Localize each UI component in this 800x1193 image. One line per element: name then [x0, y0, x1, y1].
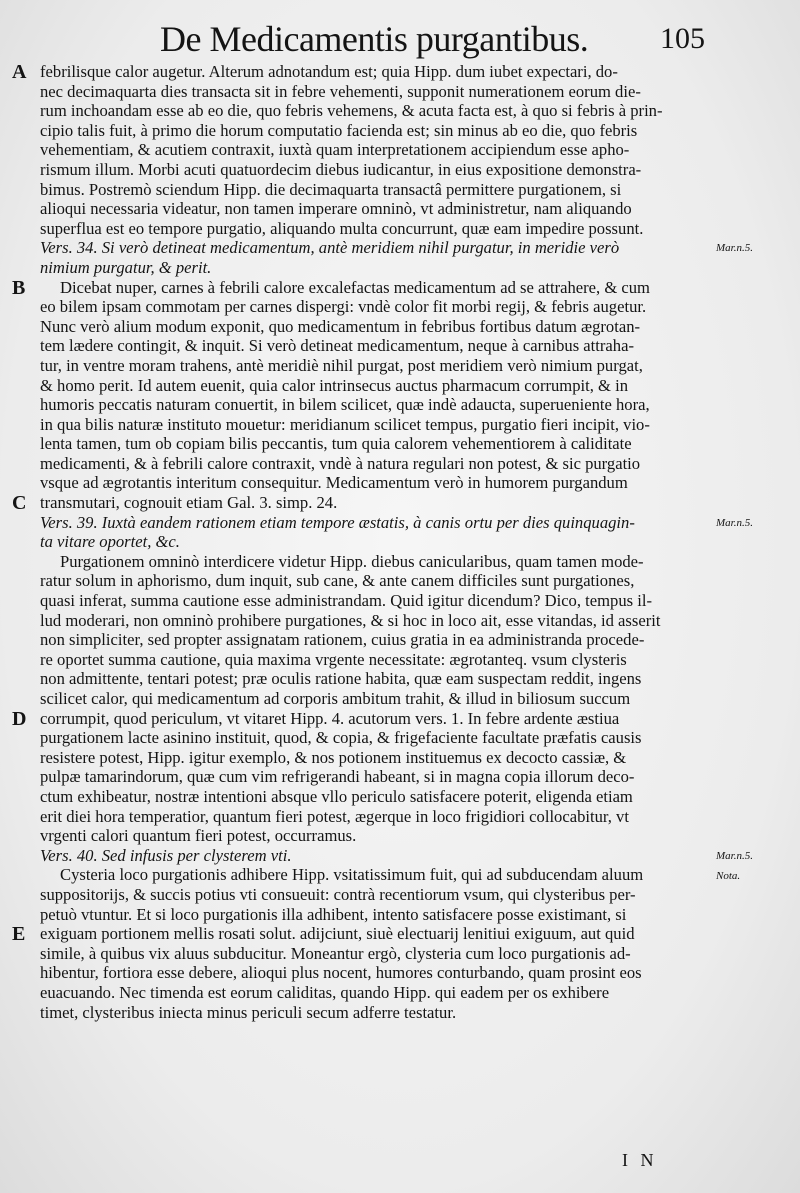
text-line: & homo perit. Id autem euenit, quia calor intrinsecus auctus pharmacum corrumpit, & in: [40, 375, 628, 395]
text-line: febrilisque calor augetur. Alterum adnotandum est; quia Hipp. dum iubet expectari, do-: [40, 62, 618, 81]
text-line: resistere potest, Hipp. igitur exemplo, & nos potionem instituemus ex decocto cassiæ, &: [40, 747, 627, 767]
text-line: cipio talis fuit, à primo die horum computatio facienda est; sin minus ab eo die, quo febris: [40, 120, 638, 140]
margin-note: Mar.n.5.: [716, 516, 753, 529]
text-line: corrumpit, quod periculum, vt vitaret Hipp. 4. acutorum vers. 1. In febre ardente æstiua: [40, 708, 620, 728]
text-line: Dicebat nuper, carnes à febrili calore excalefactas medicamentum ad se attrahere, & cum: [60, 277, 650, 297]
text-line: Purgationem omninò interdicere videtur Hipp. diebus canicularibus, quam tamen mode-: [60, 551, 644, 571]
margin-note: Mar.n.5.: [716, 850, 753, 862]
text-line: quasi inferat, summa cautione esse administrandam. Quid igitur dicendum? Dico, tempus il-: [40, 591, 652, 611]
text-line: alioqui necessaria videatur, non tamen imperare omninò, vt administretur, nam aliquando: [40, 199, 632, 219]
text-line: petuò vtuntur. Et si loco purgationis illa adhibent, intento satisfacere posse existimant, si: [40, 904, 627, 924]
text-line: transmutari, cognouit etiam Gal. 3. simp. 24.: [40, 493, 338, 513]
verse-heading-line: nimium purgatur, & perit.: [40, 257, 212, 277]
main-text-block: [40, 62, 710, 1022]
text-line: humoris peccatis naturam conuertit, in bilem scilicet, quæ indè adaucta, superueniente hora,: [40, 395, 650, 415]
text-line: timet, clysteribus iniecta minus periculi secum adferre testatur.: [40, 1002, 457, 1022]
text-line: superflua est eo tempore purgatio, aliquando multa concurrunt, quæ eam impedire possunt.: [40, 218, 644, 238]
margin-note: Mar.n.5.: [716, 242, 753, 255]
text-line: scilicet calor, qui medicamentum ad corporis ambitum trahit, & illud in biliosum succum: [40, 689, 631, 708]
section-letter: B: [12, 276, 26, 299]
verse-heading-line: Vers. 39. Iuxtà eandem rationem etiam tempore æstatis, à canis ortu per dies quinquagin-: [40, 512, 635, 532]
text-line: vrgenti calori quantum fieri potest, occurramus.: [40, 826, 357, 846]
text-line: Cysteria loco purgationis adhibere Hipp. vsitatissimum fuit, qui ad subducendam aluum: [60, 865, 644, 885]
verse-heading-line: Vers. 34. Si verò detineat medicamentum, antè meridiem nihil purgatur, in meridie verò: [40, 238, 620, 258]
text-line: non admittente, tentari potest; præ oculis ratione habita, quæ eam suspectam reddit, ingens: [40, 669, 642, 689]
text-line: ratur solum in aphorismo, dum inquit, sub cane, & ante canem difficiles sunt purgationes,: [40, 571, 635, 591]
text-line: erit diei hora temperatior, quantum fieri potest, ægerque in loco frigidiori collocabitur, vt: [40, 806, 629, 826]
text-line: non simpliciter, sed propter assignatam rationem, cuius gratia in ea administranda procede-: [40, 630, 645, 650]
section-letter: E: [12, 923, 26, 946]
text-line: tem lædere contingit, & inquit. Si verò detineat medicamentum, neque à carnibus attraha-: [40, 336, 634, 356]
verse-heading-line: Vers. 40. Sed infusis per clysterem vti.: [40, 845, 292, 865]
text-line: bimus. Postremò sciendum Hipp. die decimaquarta transactâ permittere purgationem, si: [40, 179, 622, 199]
page-number: 105: [660, 22, 705, 55]
text-line: medicamenti, & à febrili calore contraxit, vndè à natura regulari non potest, & sic purgatio: [40, 453, 641, 473]
text-line: exiguam portionem mellis rosati solut. adijciunt, siuè electuarij lenitiui exiguum, aut quid: [40, 924, 635, 944]
page-title: De Medicamentis purgantibus.: [160, 19, 589, 59]
text-line: vehementiam, & acutiem contraxit, iuxtà quam interpretationem accipiendum esse apho-: [40, 140, 630, 160]
text-line: simile, à quibus vix aluus subducitur. Moneantur ergò, clysteria cum loco purgationis ad-: [40, 943, 631, 963]
text-line: nec decimaquarta dies transacta sit in febre vehementi, supponit numerationem eorum die-: [40, 81, 641, 101]
text-line: tur, in ventre moram trahens, antè meridiè nihil purgat, post meridiem verò nimium purgat,: [40, 355, 643, 375]
section-letter: D: [12, 707, 27, 730]
text-line: lenta tamen, tum ob copiam bilis peccantis, tum quia calorem vehementiorem à caliditate: [40, 434, 632, 454]
margin-note: Nota.: [716, 869, 741, 882]
text-line: rismum illum. Morbi acuti quatuordecim diebus iudicantur, in eius expositione demonstra-: [40, 159, 642, 179]
text-line: in qua bilis naturæ instituto mouetur: meridianum scilicet tempus, purgatio fieri incipit, vio-: [40, 414, 650, 434]
text-line: suppositorijs, & succis potius vti consueuit: contrà recentiorum vsum, qui clysteribus per-: [40, 884, 636, 904]
text-line: hibentur, fortiora esse debere, alioqui plus nocent, humores conturbando, quam prosint eos: [40, 963, 642, 983]
running-header: [0, 18, 800, 64]
signature-mark: I N: [622, 1150, 658, 1170]
text-line: eo bilem ipsam commotam per carnes dispergi: vndè color fit morbi regij, & febris augetur.: [40, 297, 647, 317]
text-line: purgationem lacte asinino instituit, quod, & copia, & frigefaciente facultate præfatis causis: [40, 728, 642, 748]
text-line: euacuando. Nec timenda est eorum caliditas, quando Hipp. qui eadem per os exhibere: [40, 982, 610, 1002]
text-line: Nunc verò alium modum exponit, quo medicamentum in febribus fortibus datum ægrotan-: [40, 316, 641, 336]
section-letter: C: [12, 492, 27, 515]
text-line: rum inchoandam esse ab eo die, quo febris vehemens, & acuta facta est, à quo si febris à prin-: [40, 101, 663, 121]
text-line: re oportet summa cautione, quia maxima vrgente necessitate: ægrotanteq. vsum clysteris: [40, 649, 627, 669]
verse-heading-line: ta vitare oportet, &c.: [40, 532, 180, 552]
text-line: ctum exhibeatur, nostræ intentioni absque vllo periculo satisfacere poterit, eligenda etiam: [40, 786, 633, 806]
text-line: pulpæ tamarindorum, quæ cum vim refrigerandi habeant, si in magna copia illorum deco-: [40, 767, 635, 787]
text-line: vsque ad ægrotantis interitum consequitur. Medicamentum verò in humorem purgandum: [40, 473, 628, 493]
section-letter: A: [12, 61, 27, 83]
text-line: lud moderari, non omninò prohibere purgationes, & si hoc in loco ait, esse vitandas, id asserit: [40, 610, 661, 630]
